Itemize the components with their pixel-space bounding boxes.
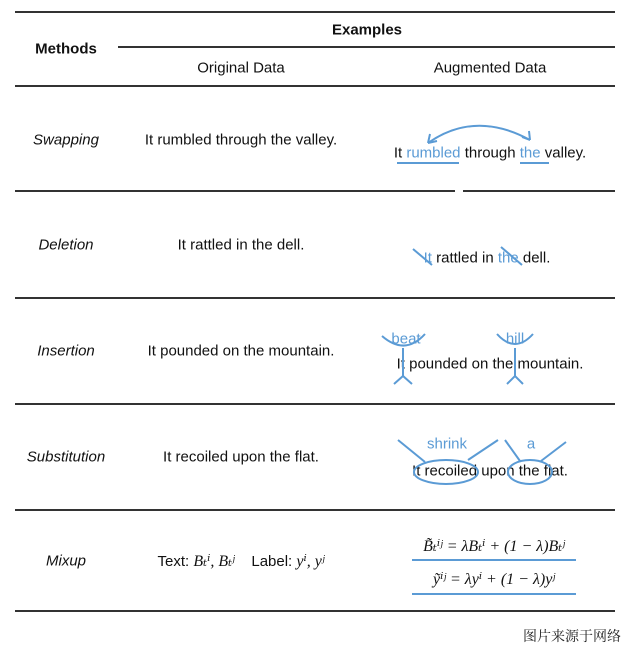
arrowhead-icon	[428, 131, 530, 143]
inserted-word: hill	[505, 330, 525, 348]
watermark: 图片来源于网络	[523, 628, 621, 644]
augmented-text: It pounded on the mountain.	[396, 355, 584, 373]
word: It	[393, 144, 407, 162]
original-text: It rattled in the dell.	[177, 236, 305, 254]
augmented-text: It recoiled upon the flat.	[412, 462, 568, 480]
substitute-word: shrink	[426, 435, 468, 453]
examples-rule	[118, 46, 615, 48]
row-rule	[15, 403, 615, 405]
label-math: yⁱ, yʲ	[296, 553, 325, 570]
word: rattled in	[431, 249, 498, 267]
substitute-word: a	[526, 435, 536, 453]
label-label: Label:	[251, 553, 297, 570]
header-methods: Methods	[35, 40, 97, 58]
bottom-rule	[15, 610, 615, 612]
method-deletion: Deletion	[38, 236, 94, 254]
word: dell.	[518, 249, 551, 267]
mixup-formula-text: B̃ₜⁱʲ = λBₜⁱ + (1 − λ)Bₜʲ	[423, 538, 565, 555]
augmented-text	[394, 145, 586, 162]
word: through	[460, 144, 520, 162]
original-text: It rumbled through the valley.	[144, 131, 338, 149]
method-substitution: Substitution	[26, 448, 106, 466]
inserted-word: beat	[391, 330, 421, 348]
text-math: Bₜⁱ, Bₜʲ	[193, 553, 235, 570]
header-augmented: Augmented Data	[433, 59, 547, 77]
row-rule	[15, 190, 455, 192]
text-label: Text:	[157, 553, 194, 570]
original-text: It recoiled upon the flat.	[163, 448, 319, 466]
deleted-word: It	[423, 249, 432, 267]
header-rule	[15, 85, 615, 87]
method-mixup: Mixup	[45, 552, 87, 570]
mixup-formula-label: ỹⁱʲ = λyⁱ + (1 − λ)yʲ	[433, 571, 555, 588]
row-rule	[15, 297, 615, 299]
row-rule	[15, 509, 615, 511]
swap-arrow-icon	[428, 126, 530, 143]
swapped-word: the	[519, 144, 541, 162]
original-text: It pounded on the mountain.	[147, 342, 335, 360]
row-rule	[463, 190, 615, 192]
method-swapping: Swapping	[33, 131, 99, 149]
top-rule	[15, 11, 615, 13]
deleted-word: the	[497, 249, 519, 267]
method-insertion: Insertion	[37, 342, 95, 360]
header-original: Original Data	[197, 59, 285, 77]
word: valley.	[540, 144, 587, 162]
substitution-lines	[398, 440, 566, 462]
swapped-word: rumbled	[406, 144, 461, 162]
header-examples: Examples	[331, 21, 403, 39]
augmented-text	[424, 250, 551, 267]
mixup-inputs	[158, 551, 325, 571]
